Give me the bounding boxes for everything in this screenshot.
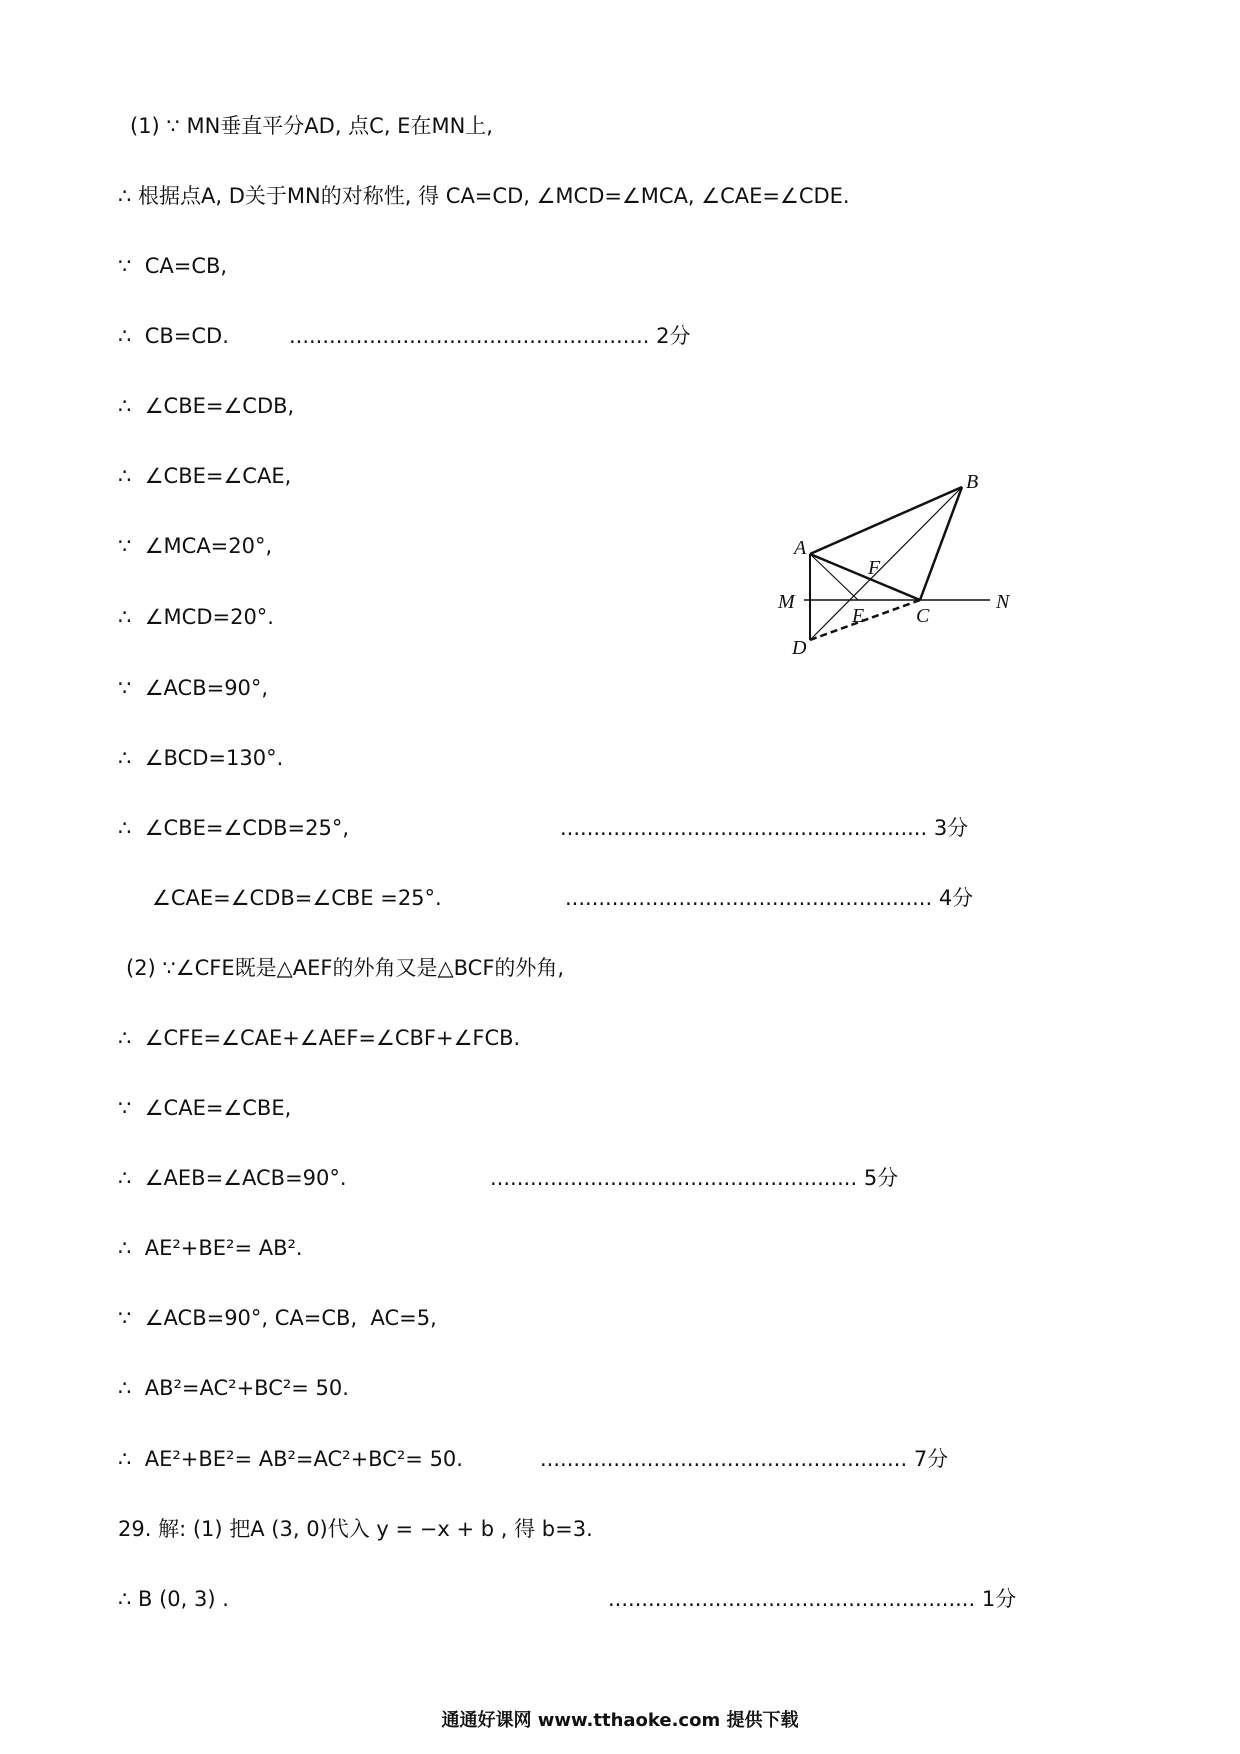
segment-ab: [810, 487, 962, 554]
solution-line: (1) ∵ MN垂直平分AD, 点C, E在MN上,: [130, 114, 493, 138]
solution-line: ∴ AB²=AC²+BC²= 50.: [118, 1376, 349, 1400]
solution-line: ∴ AE²+BE²= AB².: [118, 1236, 303, 1260]
solution-line: ∵ CA=CB,: [118, 254, 228, 278]
label-d: D: [792, 637, 807, 659]
solution-line: ∴ ∠CBE=∠CAE,: [118, 464, 292, 488]
segment-ac: [810, 554, 920, 600]
segment-dc: [810, 600, 920, 640]
solution-line: ∴ ∠CFE=∠CAE+∠AEF=∠CBF+∠FCB.: [118, 1026, 521, 1050]
solution-line: 29. 解: (1) 把A (3, 0)代入 y = −x + b , 得 b=3.: [118, 1517, 593, 1541]
solution-line: ....................................................... 1分: [608, 1587, 1017, 1611]
solution-line: ∵ ∠ACB=90°, CA=CB, AC=5,: [118, 1306, 437, 1330]
solution-line: ∴ ∠MCD=20°.: [118, 605, 274, 629]
solution-line: ∴ B (0, 3) .: [118, 1587, 229, 1611]
solution-line: ....................................................... 3分: [560, 816, 969, 840]
solution-line: ∵ ∠MCA=20°,: [118, 534, 273, 558]
label-m: M: [778, 591, 795, 613]
solution-line: ∴ CB=CD. ...................................................... 2分: [118, 324, 691, 348]
solution-line: ∴ ∠BCD=130°.: [118, 746, 284, 770]
label-e: E: [852, 605, 865, 627]
solution-line: ∵ ∠ACB=90°,: [118, 676, 269, 700]
solution-line: ....................................................... 7分: [540, 1447, 949, 1471]
label-b: B: [966, 471, 979, 493]
label-a: A: [794, 537, 807, 559]
page-footer: 通通好课网 www.tthaoke.com 提供下载: [441, 1710, 799, 1731]
label-n: N: [996, 591, 1010, 613]
solution-line: ∴ AE²+BE²= AB²=AC²+BC²= 50.: [118, 1447, 463, 1471]
label-f: F: [868, 557, 881, 579]
solution-line: ∴ 根据点A, D关于MN的对称性, 得 CA=CD, ∠MCD=∠MCA, ∠CAE=∠CDE.: [118, 184, 850, 208]
solution-line: ....................................................... 4分: [565, 886, 974, 910]
solution-line: ∵ ∠CAE=∠CBE,: [118, 1096, 292, 1120]
solution-line: ∠CAE=∠CDB=∠CBE =25°.: [152, 886, 442, 910]
geometry-figure: [770, 470, 1030, 680]
solution-line: (2) ∵∠CFE既是△AEF的外角又是△BCF的外角,: [126, 956, 565, 980]
label-c: C: [916, 605, 930, 627]
solution-line: ....................................................... 5分: [490, 1166, 899, 1190]
segment-ae: [810, 554, 858, 600]
solution-line: ∴ ∠CBE=∠CDB,: [118, 394, 295, 418]
solution-line: ∴ ∠CBE=∠CDB=25°,: [118, 816, 350, 840]
solution-line: ∴ ∠AEB=∠ACB=90°.: [118, 1166, 347, 1190]
